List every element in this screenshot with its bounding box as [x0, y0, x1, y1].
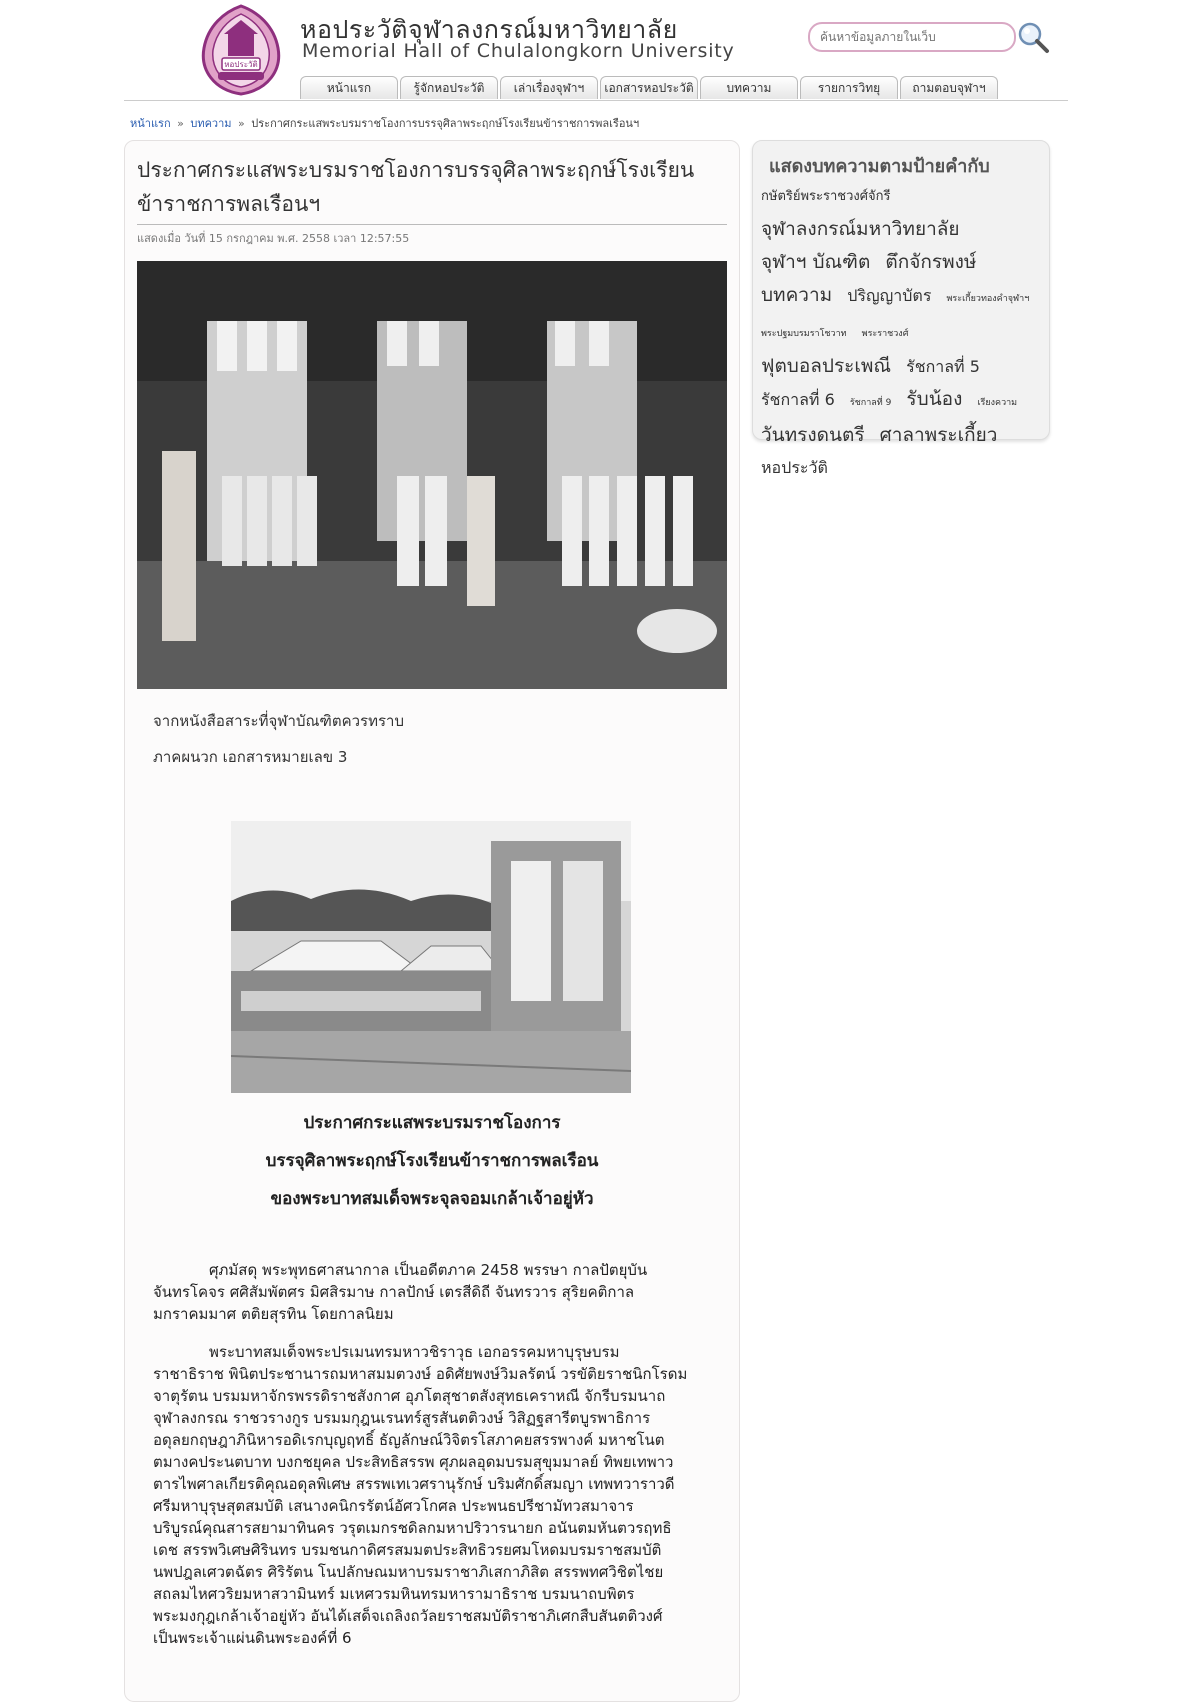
- tag-link[interactable]: ศาลาพระเกี้ยว: [879, 424, 998, 446]
- nav-tab-home[interactable]: หน้าแรก: [300, 76, 398, 99]
- search-icon[interactable]: [1016, 20, 1050, 54]
- tag-link[interactable]: ปริญญาบัตร: [847, 286, 932, 305]
- article-title-line: ข้าราชการพลเรือนฯ: [137, 192, 321, 216]
- document-heading-line: บรรจุศิลาพระฤกษ์โรงเรียนข้าราชการพลเรือน: [265, 1151, 599, 1171]
- article-paragraph: [153, 1341, 721, 1649]
- tag-link[interactable]: บทความ: [761, 284, 833, 306]
- tag-link[interactable]: กษัตริย์พระราชวงศ์จักรี: [761, 189, 891, 204]
- paragraph-line: พระมงกุฎเกล้าเจ้าอยู่หัว อันได้เสด็จเถลิงถวัลยราชสมบัติราชาภิเศกสืบสันตติวงศ์: [153, 1607, 663, 1625]
- paragraph-line: จาตุรัตน บรมมหาจักรพรรดิราชสังกาศ อุภโตสุชาตสังสุทธเคราหณี จักรีบรมนาถ: [153, 1387, 666, 1405]
- appendix-caption: ภาคผนวก เอกสารหมายเลข 3: [153, 748, 348, 766]
- paragraph-line: นพปฎลเศวตฉัตร ศิริรัตน โนปลักษณมหาบรมราชาภิเสกาภิสิต สรรพทศวิชิตไชย: [153, 1563, 664, 1581]
- title-divider: [137, 224, 727, 225]
- nav-tab-about[interactable]: รู้จักหอประวัติ: [400, 76, 498, 99]
- tag-link[interactable]: รับน้อง: [906, 388, 963, 410]
- nav-tab-faq[interactable]: ถามตอบจุฬาฯ: [900, 76, 998, 99]
- breadcrumb-separator: »: [238, 117, 245, 130]
- post-date: แสดงเมื่อ วันที่ 15 กรกฎาคม พ.ศ. 2558 เวลา 12:57:55: [137, 232, 410, 245]
- document-heading-line: ประกาศกระแสพระบรมราชโองการ: [303, 1113, 561, 1133]
- breadcrumb-separator: »: [177, 117, 184, 130]
- tag-link[interactable]: ตึกจักรพงษ์: [885, 251, 977, 273]
- site-title-thai: หอประวัติจุฬาลงกรณ์มหาวิทยาลัย: [300, 15, 678, 44]
- tag-sidebar: [752, 140, 1050, 477]
- sidebar-title: แสดงบทความตามป้ายคำกับ: [769, 156, 990, 177]
- nav-tab-documents[interactable]: เอกสารหอประวัติ: [600, 76, 698, 99]
- paragraph-line: ตมางคประนตบาท บงกชยุคล ประสิทธิสรรพ ศุภผลอุดมบรมสุขุมมาลย์ ทิพยเทพาว: [153, 1453, 674, 1471]
- tag-link[interactable]: รัชกาลที่ 9: [849, 398, 892, 408]
- article-panel: [124, 140, 740, 1702]
- site-title-english: Memorial Hall of Chulalongkorn University: [302, 40, 735, 62]
- paragraph-line: พระบาทสมเด็จพระปรเมนทรมหาวชิราวุธ เอกอรรคมหาบุรุษบรม: [209, 1343, 620, 1361]
- tag-link[interactable]: พระราชวงศ์: [861, 329, 909, 339]
- svg-text:หอประวัติ: หอประวัติ: [224, 60, 258, 69]
- search-input[interactable]: [818, 26, 1008, 48]
- breadcrumb-section-link[interactable]: บทความ: [190, 117, 232, 130]
- tag-link[interactable]: รัชกาลที่ 5: [906, 357, 980, 376]
- foundation-ceremony-photo: [231, 821, 631, 1093]
- paragraph-line: สถลมไหศวริยมหาสวามินทร์ มเหศวรมหินทรมหารามาธิราช บรมนาถบพิตร: [153, 1585, 635, 1603]
- tag-link[interactable]: จุฬาลงกรณ์มหาวิทยาลัย: [761, 218, 960, 240]
- nav-tab-stories[interactable]: เล่าเรื่องจุฬาฯ: [500, 76, 598, 99]
- tag-link[interactable]: หอประวัติ: [761, 458, 828, 477]
- breadcrumb: [130, 114, 639, 132]
- article-title-line: ประกาศกระแสพระบรมราชโองการบรรจุศิลาพระฤกษ์โรงเรียน: [137, 158, 695, 182]
- tag-cloud: [761, 179, 1041, 484]
- paragraph-line: มกราคมมาศ ตติยสุรทิน โดยกาลนิยม: [153, 1305, 394, 1323]
- paragraph-line: เดช สรรพวิเศษศิรินทร บรมชนกาดิศรสมมตประสิทธิวรยศมโหดมบรมราชสมบัติ: [153, 1541, 662, 1559]
- tag-link[interactable]: พระเกี้ยวทองคำจุฬาฯ: [946, 294, 1030, 304]
- paragraph-line: ศุภมัสดุ พระพุทธศาสนากาล เป็นอดีตภาค 2458 พรรษา กาลปัตยุบัน: [209, 1261, 648, 1279]
- nav-tab-articles[interactable]: บทความ: [700, 76, 798, 99]
- tag-link[interactable]: ฟุตบอลประเพณี: [761, 355, 892, 377]
- paragraph-line: ราชาธิราช พินิตประชานารถมหาสมมตวงษ์ อดิศัยพงษ์วิมลรัตน์ วรขัติยราชนิกโรดม: [153, 1365, 688, 1383]
- document-heading-line: ของพระบาทสมเด็จพระจุลจอมเกล้าเจ้าอยู่หัว: [270, 1189, 594, 1209]
- tag-link[interactable]: พระปฐมบรมราโชวาท: [761, 329, 847, 339]
- nav-divider: [124, 100, 1068, 101]
- paragraph-line: จันทรโคจร ศศิสัมพัตศร มิศสิรมาษ กาลปักษ์ เตรสีดิถี จันทรวาร สุริยคติกาล: [153, 1283, 635, 1301]
- tag-link[interactable]: เรียงความ: [977, 398, 1018, 408]
- paragraph-line: จุฬาลงกรณ ราชวรางกูร บรมมกุฎนเรนทร์สูรสันตติวงษ์ วิสิฏฐสารีตบูรพาธิการ: [153, 1409, 651, 1427]
- article-paragraph: [153, 1259, 721, 1325]
- source-caption: จากหนังสือสาระที่จุฬาบัณฑิตควรทราบ: [153, 712, 405, 730]
- tag-link[interactable]: รัชกาลที่ 6: [761, 390, 835, 409]
- tag-link[interactable]: จุฬาฯ บัณฑิต: [761, 251, 871, 273]
- paragraph-line: บริบูรณ์คุณสารสยามาทินคร วรุตเมกรชดิลกมหาปริวารนายก อนันตมหันตวรฤทธิ: [153, 1519, 672, 1537]
- paragraph-line: เป็นพระเจ้าแผ่นดินพระองค์ที่ 6: [153, 1629, 352, 1647]
- paragraph-line: ตารไพศาลเกียรติคุณอดุลพิเศษ สรรพเทเวศรานุรักษ์ บริมศักดิ์สมญา เทพทวาราวดี: [153, 1475, 675, 1493]
- paragraph-line: อดุลยกฤษฎาภินิหารอดิเรกบุญฤทธิ์ ธัญลักษณ์วิจิตรโสภาคยสรรพางค์ มหาชโนต: [153, 1431, 665, 1449]
- breadcrumb-current: ประกาศกระแสพระบรมราชโองการบรรจุศิลาพระฤกษ์โรงเรียนข้าราชการพลเรือนฯ: [251, 117, 640, 130]
- paragraph-line: ศรีมหาบุรุษสุตสมบัติ เสนางคนิกรรัตน์อัศวโกศล ประพนธปรีชามัทวสมาจาร: [153, 1497, 634, 1515]
- ceremony-hall-photo: [137, 261, 727, 689]
- site-logo[interactable]: [198, 4, 284, 96]
- search-box: [808, 22, 1016, 52]
- tag-link[interactable]: วันทรงดนตรี: [761, 424, 865, 446]
- nav-tab-radio[interactable]: รายการวิทยุ: [800, 76, 898, 99]
- breadcrumb-home-link[interactable]: หน้าแรก: [130, 117, 171, 130]
- article-title: [137, 153, 727, 221]
